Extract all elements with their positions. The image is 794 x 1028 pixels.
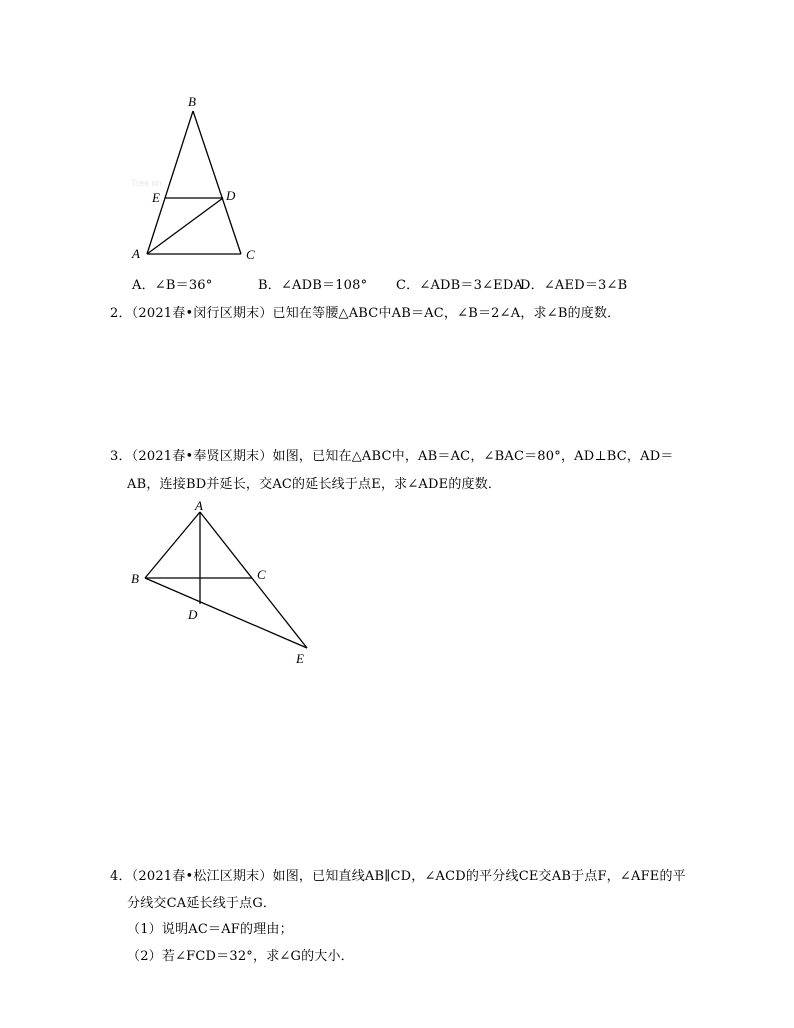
label-d: D — [226, 188, 236, 203]
label-e-2: E — [296, 651, 304, 666]
label-b-2: B — [131, 571, 139, 586]
segment-be-2 — [145, 578, 307, 648]
label-b: B — [188, 94, 196, 109]
label-e: E — [152, 190, 160, 205]
q1-option-b: B．∠ADB＝108° — [258, 278, 368, 293]
watermark-text: Tree on — [131, 178, 162, 188]
question-3-line-2: AB，连接BD并延长，交AC的延长线于点E，求∠ADE的度数． — [127, 477, 502, 492]
question-3-line-1: 3．（2021春•奉贤区期末）如图，已知在△ABC中，AB＝AC，∠BAC＝80°，AD⊥BC，AD＝ — [110, 449, 674, 464]
label-a-2: A — [195, 498, 203, 513]
question-2: 2．（2021春•闵行区期末）已知在等腰△ABC中AB＝AC，∠B＝2∠A，求∠B的度数． — [110, 306, 621, 321]
label-a: A — [132, 246, 140, 261]
q1-option-d: D．∠AED＝3∠B — [520, 278, 628, 293]
segment-ab-2 — [145, 512, 200, 578]
q1-option-c: C．∠ADB＝3∠EDA — [396, 278, 524, 293]
q1-option-a: A．∠B＝36° — [132, 278, 213, 293]
segment-ad — [147, 198, 223, 254]
question-4-sub-2: （2）若∠FCD＝32°，求∠G的大小． — [127, 949, 354, 964]
question-4-line-1: 4．（2021春•松江区期末）如图，已知直线AB∥CD，∠ACD的平分线CE交AB于点F，∠AFE的平 — [110, 869, 686, 884]
label-c-2: C — [257, 567, 266, 582]
label-d-2: D — [188, 607, 198, 622]
segment-ae-2 — [200, 512, 307, 648]
question-4-line-2: 分线交CA延长线于点G． — [127, 896, 277, 911]
label-c: C — [246, 247, 255, 262]
question-4-sub-1: （1）说明AC＝AF的理由； — [127, 922, 293, 937]
segment-bc — [193, 111, 241, 254]
